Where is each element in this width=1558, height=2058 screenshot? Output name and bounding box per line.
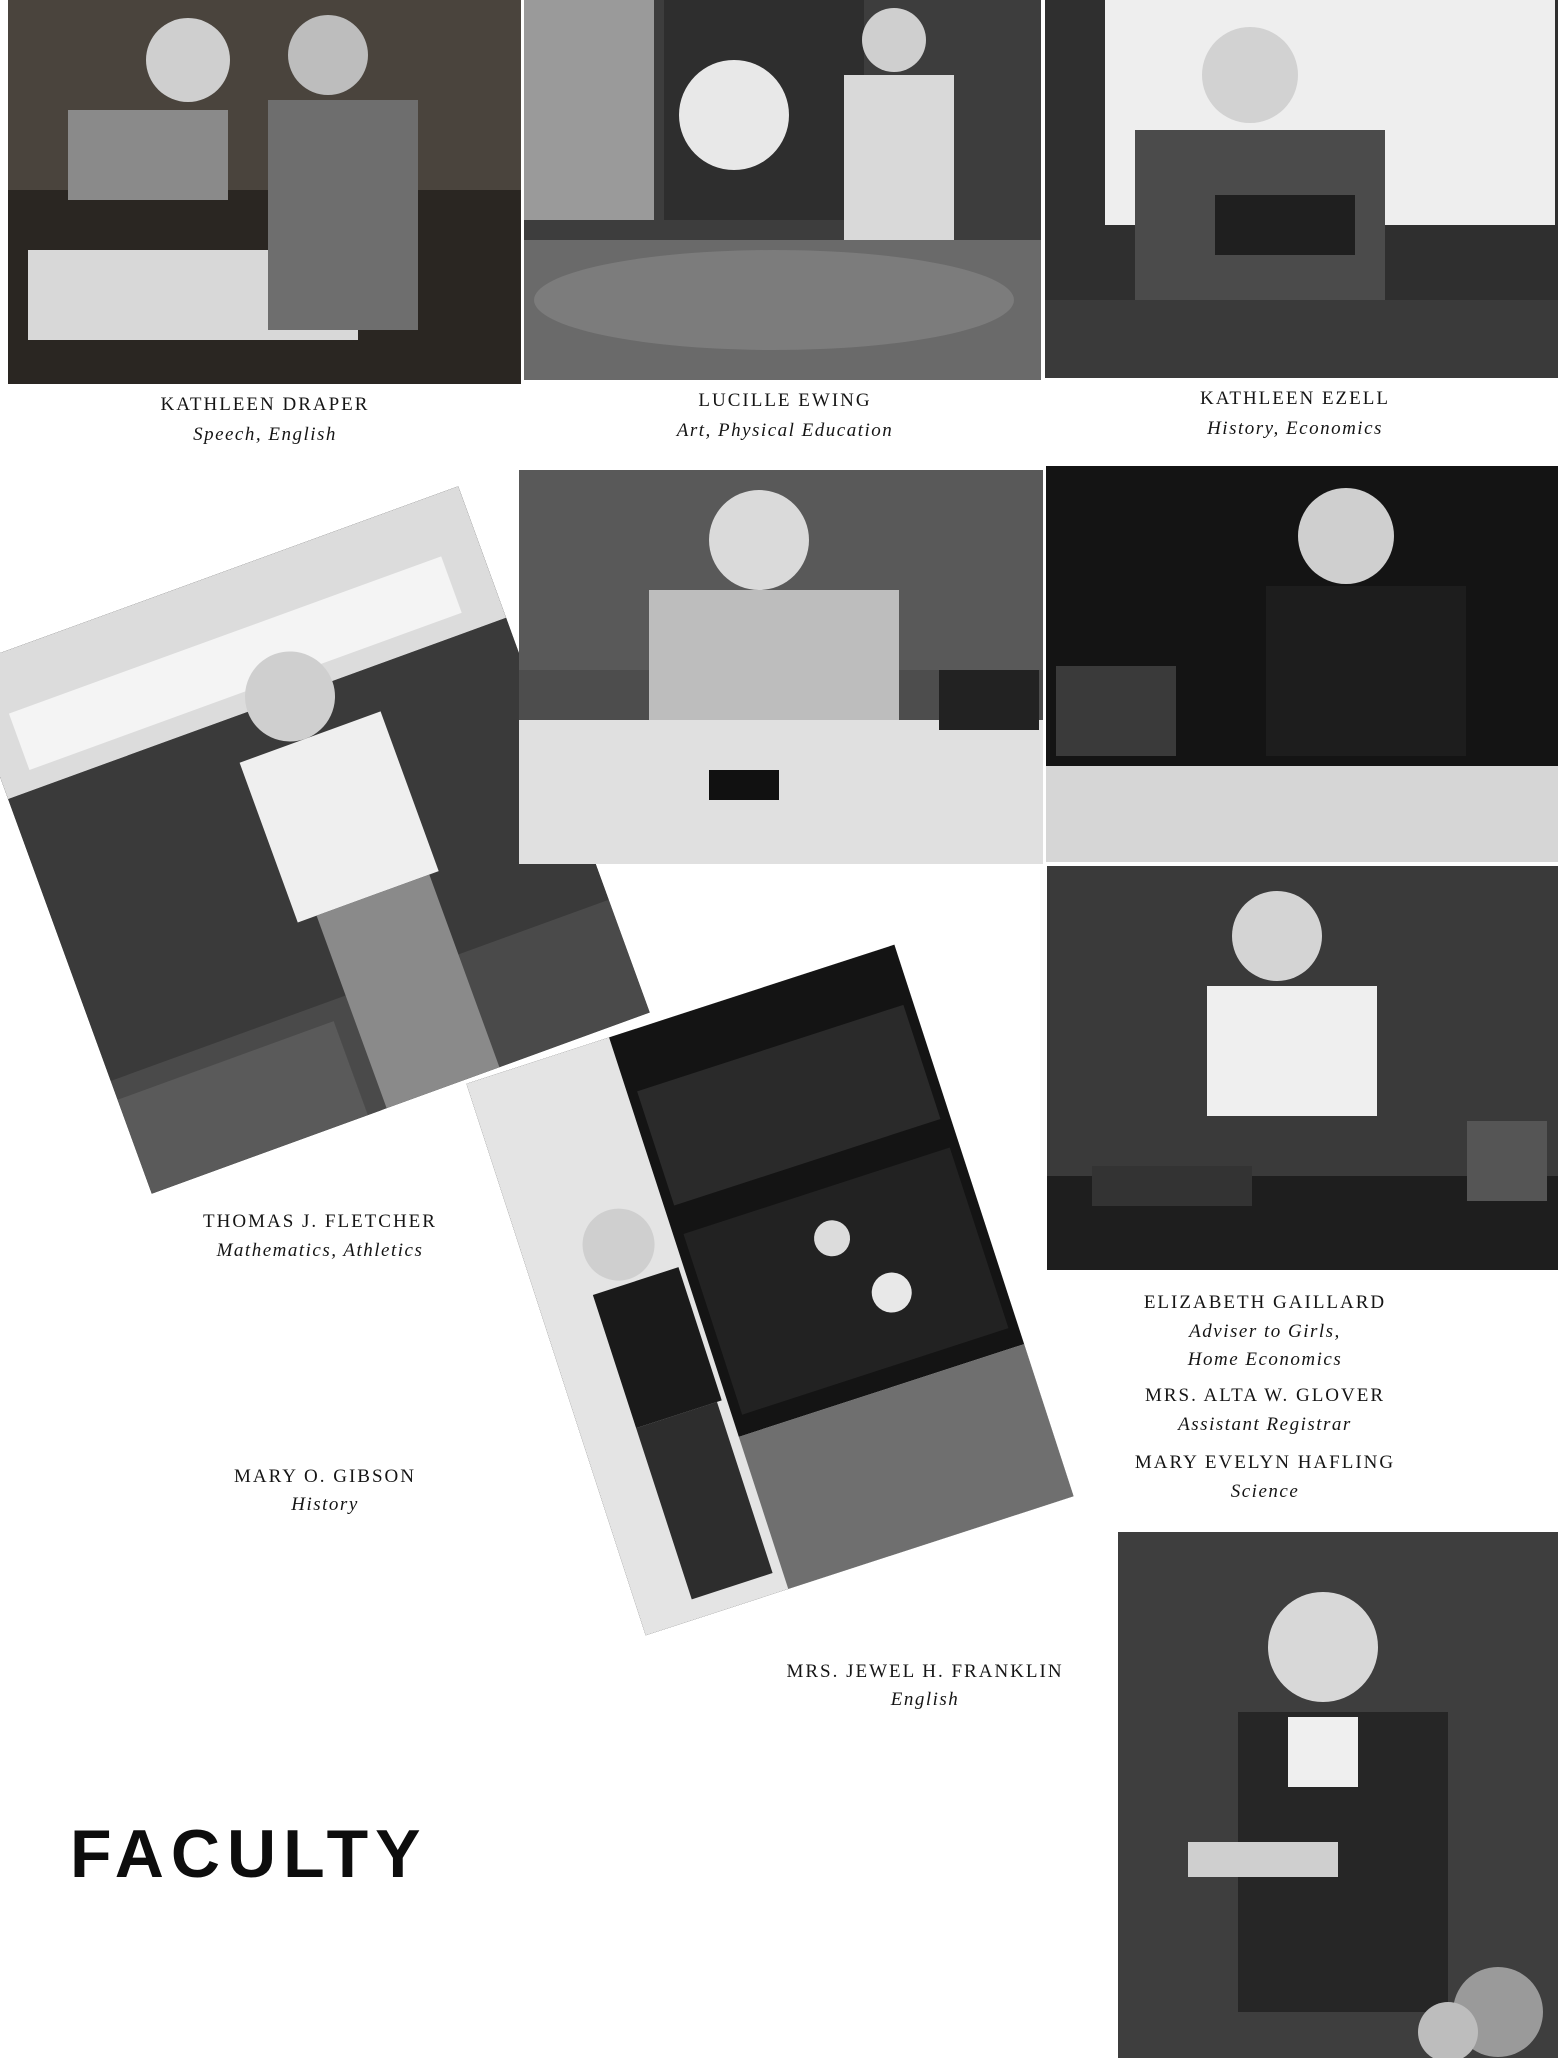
faculty-subject: Adviser to Girls, xyxy=(1189,1321,1341,1342)
page-title: FACULTY xyxy=(70,1816,428,1892)
faculty-name: MARY EVELYN HAFLING xyxy=(1134,1452,1396,1473)
photo-gaillard xyxy=(1047,866,1558,1270)
photo-ezell xyxy=(1045,0,1558,378)
photo-gibson xyxy=(519,470,1043,864)
faculty-subject: English xyxy=(890,1689,960,1710)
faculty-subject: Art, Physical Education xyxy=(676,420,894,441)
faculty-subject: Assistant Registrar xyxy=(1178,1414,1352,1435)
faculty-name: LUCILLE EWING xyxy=(698,390,872,411)
faculty-name: THOMAS J. FLETCHER xyxy=(203,1211,437,1232)
photo-franklin xyxy=(466,945,1073,1636)
faculty-name: MRS. JEWEL H. FRANKLIN xyxy=(786,1661,1064,1682)
faculty-name: ELIZABETH GAILLARD xyxy=(1143,1292,1387,1313)
faculty-subject: History, Economics xyxy=(1207,418,1383,439)
faculty-name: MARY O. GIBSON xyxy=(234,1466,416,1487)
faculty-name: KATHLEEN DRAPER xyxy=(160,394,370,415)
photo-glover xyxy=(1046,466,1558,862)
faculty-subject: Home Economics xyxy=(1187,1349,1343,1370)
faculty-name: MRS. ALTA W. GLOVER xyxy=(1144,1385,1386,1406)
photo-hafling xyxy=(1118,1532,1558,2058)
faculty-subject: History xyxy=(291,1494,359,1515)
photo-draper xyxy=(8,0,521,384)
faculty-subject: Science xyxy=(1230,1481,1300,1502)
faculty-subject: Mathematics, Athletics xyxy=(216,1240,424,1261)
photo-ewing xyxy=(524,0,1041,380)
faculty-subject: Speech, English xyxy=(193,424,337,445)
faculty-name: KATHLEEN EZELL xyxy=(1200,388,1390,409)
